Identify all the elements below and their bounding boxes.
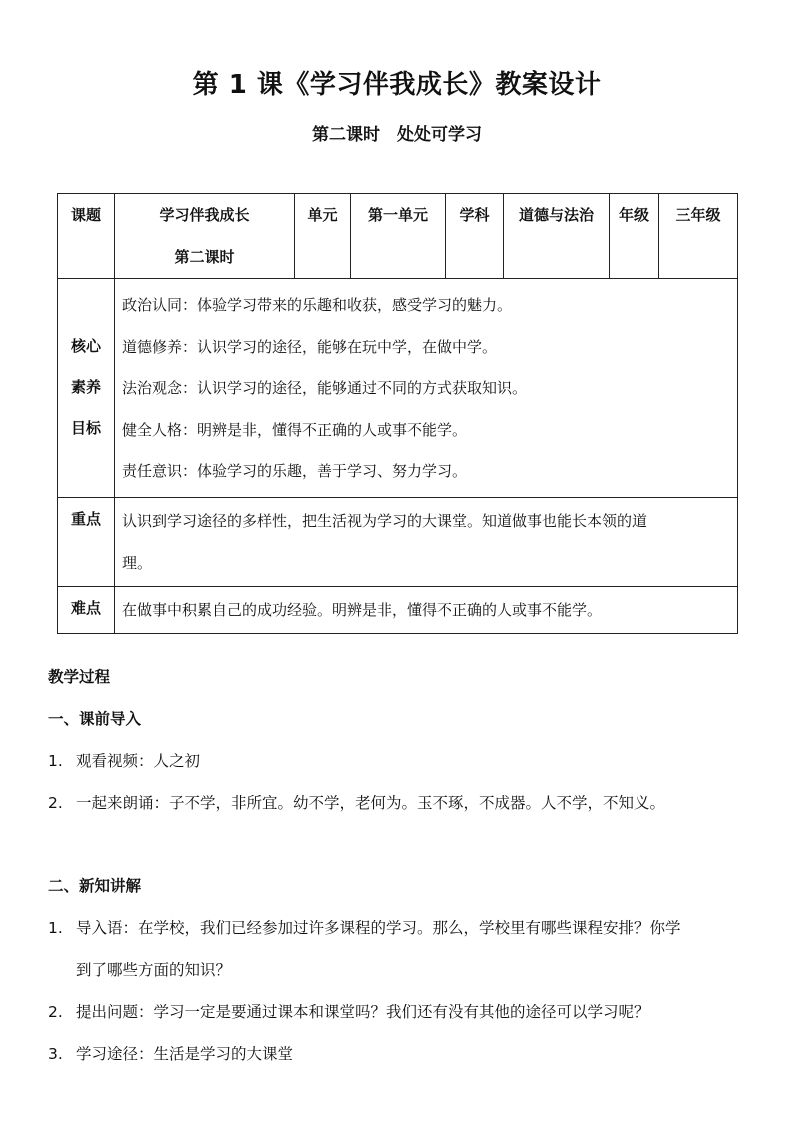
item-text: 学习途径：生活是学习的大课堂: [76, 1045, 294, 1063]
key-point-content: [115, 497, 738, 586]
item-number: 1.: [48, 919, 63, 937]
core-goal-item: 责任意识：体验学习的乐趣，善于学习、努力学习。: [122, 462, 468, 481]
document-subtitle: 第二课时 处处可学习: [312, 125, 482, 145]
topic-period: 第二课时: [174, 248, 235, 266]
label-grade: 年级: [610, 194, 659, 279]
list-item: [48, 1033, 748, 1075]
document-title: 第 1 课《学习伴我成长》教案设计: [192, 70, 602, 100]
core-goals-label: [58, 279, 115, 498]
list-item: [48, 740, 748, 782]
lesson-info-table: [57, 193, 738, 634]
core-goal-item: 健全人格：明辨是非，懂得不正确的人或事不能学。: [122, 420, 468, 439]
list-item: [48, 991, 748, 1033]
difficulty-label: 难点: [58, 586, 115, 633]
item-number: 1.: [48, 752, 63, 770]
section2-heading: 二、新知讲解: [48, 877, 142, 895]
item-text: 观看视频：人之初: [76, 752, 201, 770]
difficulty-content: 在做事中积累自己的成功经验。明辨是非，懂得不正确的人或事不能学。: [115, 586, 738, 633]
item-number: 3.: [48, 1045, 63, 1063]
core-goals-content: [115, 279, 738, 498]
item-text: 提出问题：学习一定是要通过课本和课堂吗？我们还有没有其他的途径可以学习呢？: [76, 1003, 650, 1021]
key-point-label: 重点: [58, 497, 115, 586]
label-subject: 学科: [446, 194, 504, 279]
new-knowledge-section: [48, 865, 748, 1075]
item-number: 2.: [48, 794, 63, 812]
topic-cell: [115, 194, 295, 279]
core-label-line1: 核心: [70, 337, 101, 356]
list-item: [48, 907, 748, 991]
section1-heading: 一、课前导入: [48, 710, 142, 728]
process-heading: 教学过程: [48, 668, 111, 686]
core-goal-item: 道德修养：认识学习的途径，能够在玩中学，在做中学。: [122, 337, 498, 356]
label-topic: 课题: [58, 194, 115, 279]
subject-value: 道德与法治: [504, 194, 610, 279]
label-unit: 单元: [295, 194, 351, 279]
item-text-block: [76, 907, 748, 991]
core-label-line2: 素养: [70, 378, 101, 397]
grade-value: 三年级: [659, 194, 738, 279]
table-row-difficulty: [58, 586, 738, 633]
table-row-header: [58, 194, 738, 279]
core-goal-item: 法治观念：认识学习的途径，能够通过不同的方式获取知识。: [122, 379, 528, 398]
item-text: 一起来朗诵：子不学，非所宜。幼不学，老何为。玉不琢，不成器。人不学，不知义。: [76, 794, 666, 812]
key-point-line1: 认识到学习途径的多样性，把生活视为学习的大课堂。知道做事也能长本领的道: [122, 511, 648, 530]
item-text-line1: 导入语：在学校，我们已经参加过许多课程的学习。那么，学校里有哪些课程安排？你学: [76, 919, 681, 937]
core-goal-item: 政治认同：体验学习带来的乐趣和收获，感受学习的魅力。: [122, 296, 513, 314]
list-item: [48, 782, 748, 824]
unit-value: 第一单元: [351, 194, 446, 279]
item-text-line2: 到了哪些方面的知识？: [76, 961, 232, 979]
teaching-process: [48, 656, 748, 824]
topic-name: 学习伴我成长: [159, 206, 250, 224]
table-row-core-goals: [58, 279, 738, 498]
table-row-key-point: [58, 497, 738, 586]
item-number: 2.: [48, 1003, 63, 1021]
core-label-line3: 目标: [70, 419, 101, 438]
key-point-line2: 理。: [122, 553, 153, 572]
